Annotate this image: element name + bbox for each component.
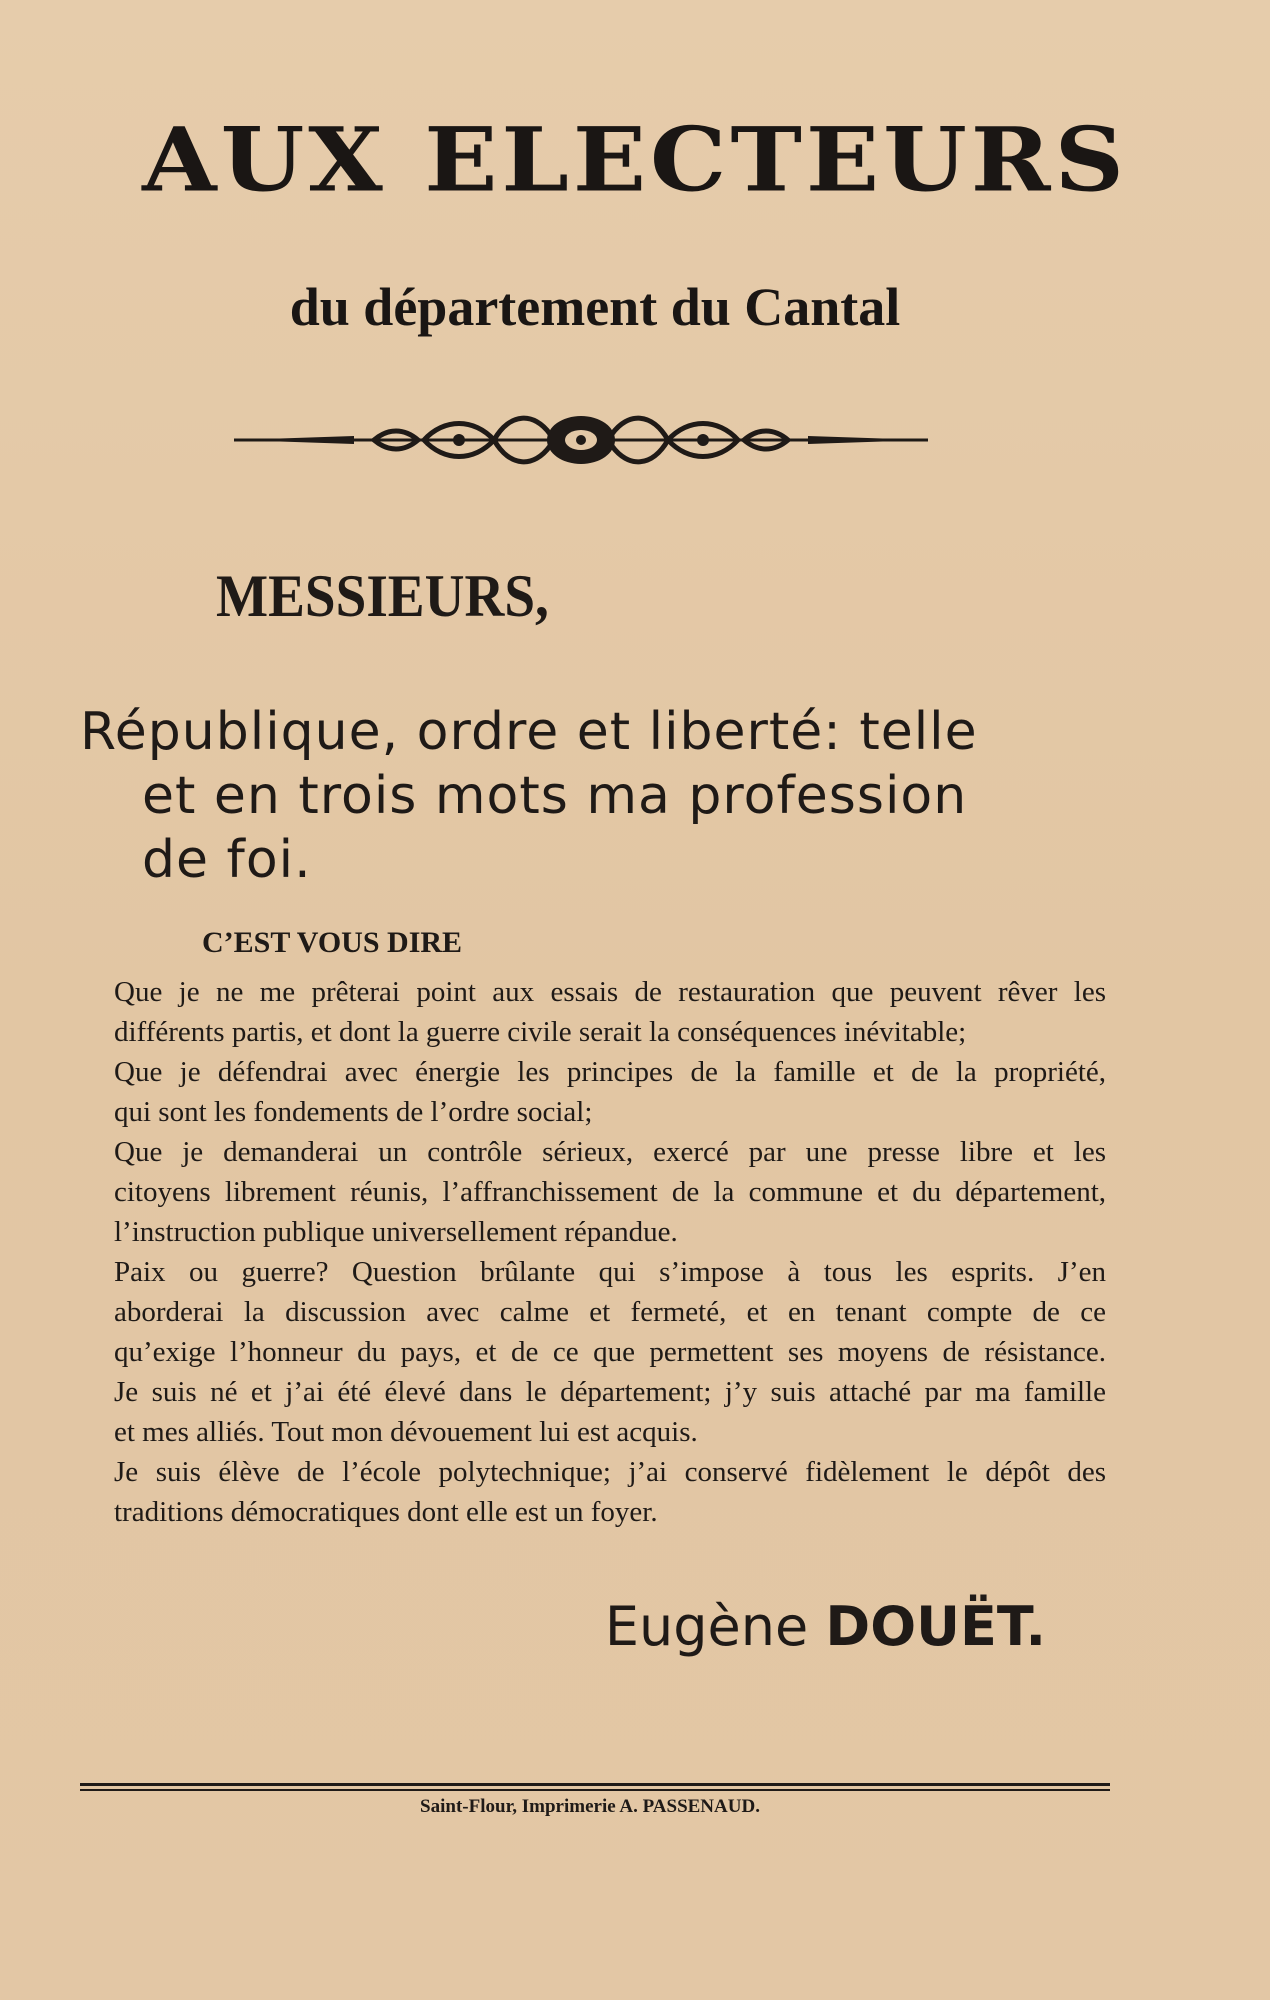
text-line: Je suis élève de l’école polytechnique; j’ai conservé fidèlement le dépôt des bbox=[114, 1456, 1106, 1488]
signature bbox=[604, 1595, 1046, 1658]
ornament-divider bbox=[234, 408, 928, 472]
signature-first-name: Eugène bbox=[604, 1595, 809, 1658]
lead-heading: C’EST VOUS DIRE bbox=[202, 926, 463, 959]
text-line: aborderai la discussion avec calme et fermeté, et en tenant compte de ce bbox=[114, 1296, 1106, 1328]
text-line: Que je ne me prêterai point aux essais de restauration que peuvent rêver les bbox=[114, 976, 1106, 1008]
paragraph bbox=[82, 1052, 1106, 1132]
text-line: qui sont les fondements de l’ordre social; bbox=[114, 1096, 593, 1128]
motto-line: de foi. bbox=[142, 830, 312, 890]
text-line: qu’exige l’honneur du pays, et de ce que permettent ses moyens de résistance. bbox=[114, 1336, 1106, 1368]
paragraph bbox=[82, 1252, 1106, 1372]
paragraph bbox=[82, 1372, 1106, 1452]
poster-subtitle: du département du Cantal bbox=[289, 277, 901, 337]
text-line: différents partis, et dont la guerre civile serait la conséquences inévitable; bbox=[114, 1016, 967, 1048]
text-line: Je suis né et j’ai été élevé dans le département; j’y suis attaché par ma famille bbox=[114, 1376, 1106, 1408]
paragraph bbox=[82, 1452, 1106, 1532]
motto-line: et en trois mots ma profession bbox=[142, 766, 968, 826]
text-line: Paix ou guerre? Question brûlante qui s’impose à tous les esprits. J’en bbox=[114, 1256, 1106, 1288]
text-line: Que je défendrai avec énergie les principes de la famille et de la propriété, bbox=[114, 1056, 1106, 1088]
footer-rule bbox=[80, 1783, 1110, 1792]
text-line: traditions démocratiques dont elle est un foyer. bbox=[114, 1496, 658, 1528]
motto bbox=[80, 700, 1120, 892]
text-line: citoyens librement réunis, l’affranchissement de la commune et du département, bbox=[114, 1176, 1106, 1208]
printer-imprint: Saint-Flour, Imprimerie A. PASSENAUD. bbox=[420, 1796, 760, 1817]
motto-line: République, ordre et liberté: telle bbox=[80, 702, 978, 762]
text-line: l’instruction publique universellement répandue. bbox=[114, 1216, 678, 1248]
paragraph bbox=[82, 1132, 1106, 1252]
salutation: MESSIEURS, bbox=[216, 563, 549, 629]
text-line: et mes alliés. Tout mon dévouement lui est acquis. bbox=[114, 1416, 698, 1448]
paragraph bbox=[82, 972, 1106, 1052]
body-text bbox=[82, 972, 1106, 1532]
poster-title: AUX ELECTEURS bbox=[142, 107, 1128, 212]
signature-last-name: DOUËT. bbox=[825, 1595, 1046, 1658]
text-line: Que je demanderai un contrôle sérieux, exercé par une presse libre et les bbox=[114, 1136, 1106, 1168]
